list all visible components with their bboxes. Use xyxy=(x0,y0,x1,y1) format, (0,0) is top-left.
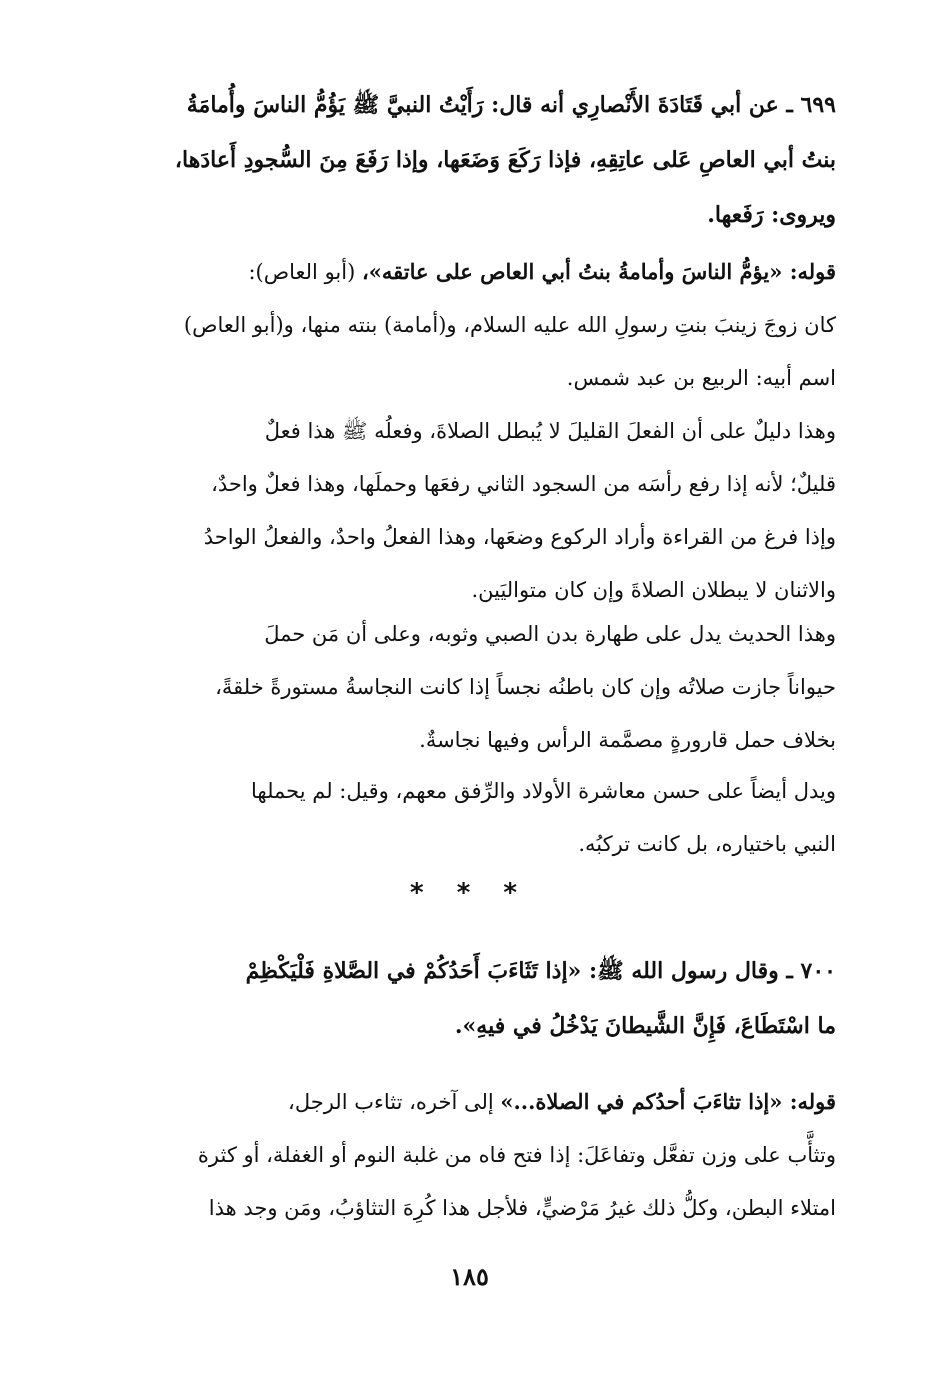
commentary-699-p4-line-2: النبي باختياره، بل كانت تركبُه. xyxy=(578,832,836,856)
commentary-699-paragraph-1 xyxy=(118,245,836,405)
commentary-699-lead: قوله: «يؤمُّ الناسَ وأمامةُ بنتُ أبي العاص على عاتقه»، xyxy=(361,259,836,284)
commentary-699-paragraph-3 xyxy=(118,608,836,767)
commentary-699-p2-line-2: قليلٌ؛ لأنه إذا رفع رأسَه من السجود الثاني رفعَها وحملَها، وهذا فعلٌ واحدٌ، xyxy=(211,472,836,496)
commentary-700-line-3: امتلاء البطن، وكلُّ ذلك غيرُ مَرْضيٍّ، فلأجل هذا كُرِهَ التثاؤبُ، ومَن وجد هذا xyxy=(208,1196,836,1220)
page-number: ١٨٥ xyxy=(450,1262,489,1291)
commentary-699-p2-line-3: وإذا فرغ من القراءة وأراد الركوع وضعَها، وهذا الفعلُ واحدٌ، والفعلُ الواحدُ xyxy=(203,525,836,549)
section-divider: * * * xyxy=(410,878,529,908)
commentary-699-p3-line-3: بخلاف حمل قارورةٍ مصمَّمة الرأس وفيها نجاسةٌ. xyxy=(419,728,836,752)
commentary-699-p1-line-1 xyxy=(118,245,836,299)
commentary-700-line-1-rest: إلى آخره، تثاءب الرجل، xyxy=(288,1090,501,1114)
commentary-699-p3-line-1: وهذا الحديث يدل على طهارة بدن الصبي وثوبه، وعلى أن مَن حملَ xyxy=(264,622,836,646)
commentary-700 xyxy=(118,1075,836,1235)
hadith-699 xyxy=(118,78,836,243)
hadith-699-line-3: ويروى: رَفَعها. xyxy=(707,202,836,228)
hadith-699-line-2: بنتُ أبي العاصِ عَلى عاتِقِهِ، فإذا رَكَعَ وَضَعَها، وإذا رَفَعَ مِنَ السُّجودِ أَعادَها، xyxy=(174,147,836,173)
hadith-700-line-2: ما اسْتَطَاعَ، فَإِنَّ الشَّيطانَ يَدْخُلُ في فيهِ». xyxy=(454,1013,836,1039)
commentary-700-line-1 xyxy=(118,1075,836,1129)
commentary-699-p3-line-2: حيواناً جازت صلاتُه وإن كان باطنُه نجساً إذا كانت النجاسةُ مستورةً خلقةً، xyxy=(215,675,836,699)
commentary-699-p4-line-1: ويدل أيضاً على حسن معاشرة الأولاد والرِّفق معهم، وقيل: لم يحملها xyxy=(250,779,836,803)
hadith-700 xyxy=(118,944,836,1054)
commentary-699-p1-line-1-rest: (أبو العاص): xyxy=(248,260,362,284)
commentary-700-lead: قوله: «إذا تثاءَبَ أحدُكم في الصلاة...» xyxy=(500,1089,836,1114)
commentary-699-p2-line-1: وهذا دليلٌ على أن الفعلَ القليلَ لا يُبطل الصلاةَ، وفعلُه ﷺ هذا فعلٌ xyxy=(264,419,836,443)
commentary-699-paragraph-4 xyxy=(118,765,836,871)
commentary-699-p1-line-2: كان زوجَ زينبَ بنتِ رسولِ الله عليه السلام، و(أمامة) بنته منها، و(أبو العاص) xyxy=(183,313,836,337)
hadith-700-line-1: ٧٠٠ ـ وقال رسول الله ﷺ: «إذا تَثَاءَبَ أَحَدُكُمْ في الصَّلاةِ فَلْيَكْظِمْ xyxy=(245,958,836,984)
commentary-700-line-2: وتثأَّب على وزن تفعَّل وتفاعَلَ: إذا فتح فاه من غلبة النوم أو الغفلة، أو كثرة xyxy=(197,1143,836,1167)
commentary-699-paragraph-2 xyxy=(118,405,836,617)
hadith-699-line-1: ٦٩٩ ـ عن أبي قَتَادَةَ الأَنْصارِي أنه قال: رَأَيْتُ النبيَّ ﷺ يَؤُمُّ الناسَ وأُمامَةُ xyxy=(186,92,836,118)
commentary-699-p1-line-3: اسم أبيه: الربيع بن عبد شمس. xyxy=(566,366,836,390)
commentary-699-p2-line-4: والاثنان لا يبطلان الصلاةَ وإن كان متواليَين. xyxy=(471,578,836,602)
